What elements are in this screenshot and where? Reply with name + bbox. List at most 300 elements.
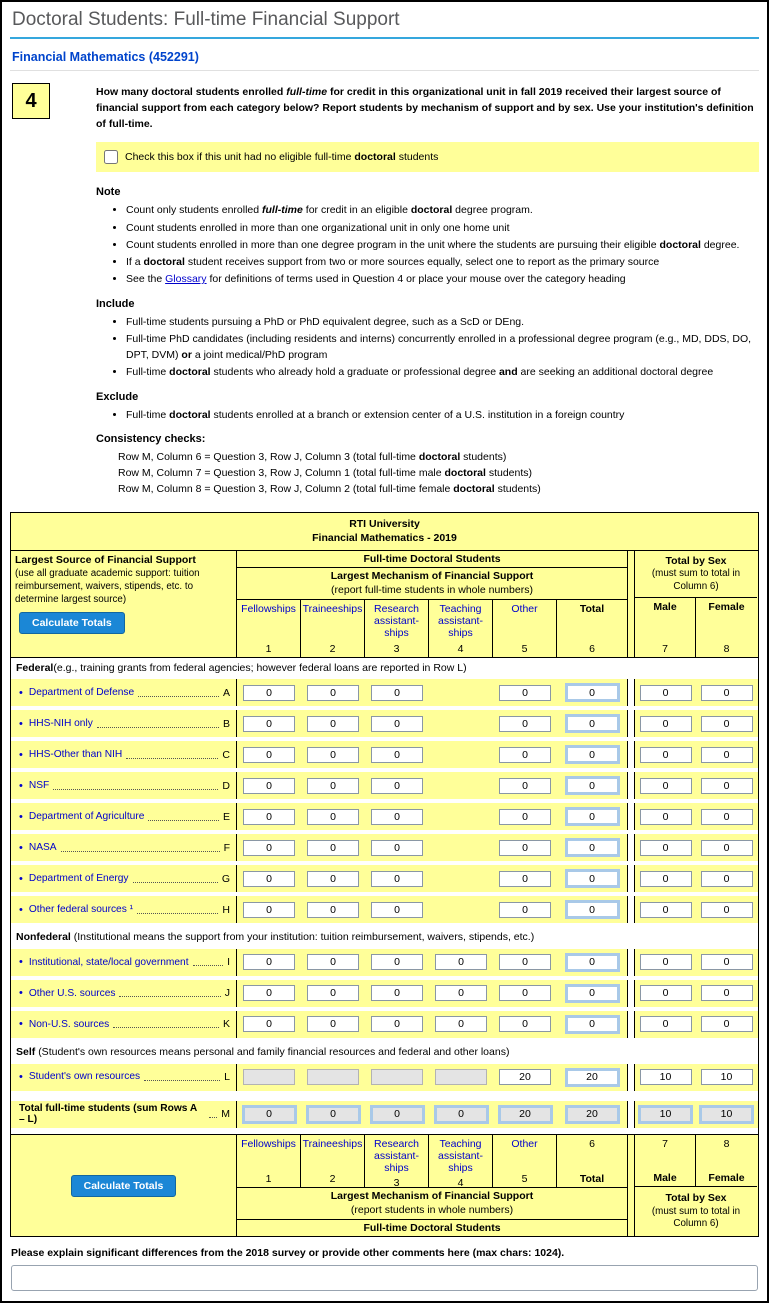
cell-B8 bbox=[696, 710, 757, 737]
cell-C2 bbox=[301, 741, 365, 768]
cell-F8 bbox=[696, 834, 757, 861]
input-E8[interactable] bbox=[701, 809, 753, 825]
input-H7[interactable] bbox=[640, 902, 692, 918]
source-header-subtitle: (use all graduate academic support: tuition reimbursement, waivers, stipends, etc. to determine largest source) bbox=[15, 568, 200, 605]
input-G8[interactable] bbox=[701, 871, 753, 887]
input-F6 bbox=[565, 838, 620, 857]
section-heading: Self (Student's own resources means personal and family financial resources and federal and other loans) bbox=[11, 1042, 758, 1064]
cell-F4 bbox=[429, 834, 493, 861]
col-header-male: Male 7 bbox=[635, 598, 696, 657]
input-I7[interactable] bbox=[640, 954, 692, 970]
cell-B5 bbox=[493, 710, 557, 737]
bottom-mechanism-title: Largest Mechanism of Financial Support bbox=[330, 1189, 534, 1202]
input-L8[interactable] bbox=[701, 1069, 753, 1085]
table-row-H bbox=[11, 896, 758, 923]
cell-G6 bbox=[557, 865, 627, 892]
dotted-leader bbox=[126, 751, 218, 759]
mechanism-title-cell bbox=[237, 568, 627, 600]
input-K5[interactable] bbox=[499, 1016, 551, 1032]
section-heading: Federal(e.g., training grants from federal agencies; however federal loans are reported in Row L) bbox=[11, 658, 758, 680]
input-H5[interactable] bbox=[499, 902, 551, 918]
bullet-icon: • bbox=[19, 810, 23, 823]
row-label-H bbox=[11, 896, 237, 923]
cell-D5 bbox=[493, 772, 557, 799]
row-category-label: Department of Energy bbox=[28, 872, 129, 884]
row-label-D bbox=[11, 772, 237, 799]
bottom-col-female: 8 Female bbox=[708, 1137, 745, 1184]
dotted-leader bbox=[113, 1020, 219, 1028]
note-item: • Count students enrolled in more than one organizational unit in only one home unit bbox=[126, 220, 759, 236]
exclude-heading: Exclude bbox=[96, 390, 139, 403]
input-J7[interactable] bbox=[640, 985, 692, 1001]
row-label-M bbox=[11, 1101, 237, 1128]
cell-H8 bbox=[696, 896, 757, 923]
table-row-D bbox=[11, 772, 758, 799]
row-letter: H bbox=[222, 903, 230, 916]
cell-C3 bbox=[365, 741, 429, 768]
input-K2[interactable] bbox=[307, 1016, 359, 1032]
row-label-L bbox=[11, 1064, 237, 1091]
bullet-icon: • bbox=[19, 717, 23, 730]
input-I1[interactable] bbox=[243, 954, 295, 970]
input-B2[interactable] bbox=[307, 716, 359, 732]
row-category-label: NASA bbox=[28, 841, 57, 853]
note-item: • See the Glossary for definitions of terms used in Question 4 or place your mouse over the category heading bbox=[126, 271, 759, 287]
column-divider bbox=[627, 865, 635, 892]
input-M3 bbox=[370, 1105, 425, 1124]
input-I2[interactable] bbox=[307, 954, 359, 970]
input-L2 bbox=[307, 1069, 359, 1085]
input-A8[interactable] bbox=[701, 685, 753, 701]
bullet-icon: • bbox=[19, 841, 23, 854]
input-B5[interactable] bbox=[499, 716, 551, 732]
input-J2[interactable] bbox=[307, 985, 359, 1001]
cell-G4 bbox=[429, 865, 493, 892]
input-F7[interactable] bbox=[640, 840, 692, 856]
bullet-icon: • bbox=[19, 1071, 23, 1084]
input-D7[interactable] bbox=[640, 778, 692, 794]
cell-F5 bbox=[493, 834, 557, 861]
cell-C1 bbox=[237, 741, 301, 768]
cell-A7 bbox=[635, 679, 696, 706]
cell-H5 bbox=[493, 896, 557, 923]
row-category-label: Other federal sources ¹ bbox=[28, 903, 134, 915]
instructions bbox=[96, 186, 759, 497]
input-F8[interactable] bbox=[701, 840, 753, 856]
consistency-check: Row M, Column 6 = Question 3, Row J, Column 3 (total full-time doctoral students) bbox=[118, 450, 507, 463]
input-C2[interactable] bbox=[307, 747, 359, 763]
input-A2[interactable] bbox=[307, 685, 359, 701]
input-M6 bbox=[565, 1105, 620, 1124]
cell-J2 bbox=[301, 980, 365, 1007]
cell-F1 bbox=[237, 834, 301, 861]
bullet-icon: • bbox=[19, 956, 23, 969]
cell-I8 bbox=[696, 949, 757, 976]
col-header-total: Total 6 bbox=[579, 603, 605, 655]
input-I3[interactable] bbox=[371, 954, 423, 970]
bottom-col-fellowships: Fellowships 1 bbox=[237, 1135, 301, 1187]
dotted-leader bbox=[53, 782, 218, 790]
input-L3 bbox=[371, 1069, 423, 1085]
input-C5[interactable] bbox=[499, 747, 551, 763]
input-F1[interactable] bbox=[243, 840, 295, 856]
include-item: • Full-time students pursuing a PhD or PhD equivalent degree, such as a ScD or DEng. bbox=[126, 314, 759, 330]
input-L1 bbox=[243, 1069, 295, 1085]
question-text: How many doctoral students enrolled full-time for credit in this organizational unit in fall 2019 received their largest source of financial support from each category below? Report students by mechanism of support and by sex. Use your institution's definition of full-time. bbox=[96, 86, 754, 130]
table-row-J bbox=[11, 980, 758, 1007]
input-E1[interactable] bbox=[243, 809, 295, 825]
input-K8[interactable] bbox=[701, 1016, 753, 1032]
input-A6 bbox=[565, 683, 620, 702]
cell-A3 bbox=[365, 679, 429, 706]
input-A7[interactable] bbox=[640, 685, 692, 701]
input-J6 bbox=[565, 984, 620, 1003]
cell-A1 bbox=[237, 679, 301, 706]
input-J3[interactable] bbox=[371, 985, 423, 1001]
row-label-K bbox=[11, 1011, 237, 1038]
input-C1[interactable] bbox=[243, 747, 295, 763]
cell-H2 bbox=[301, 896, 365, 923]
input-H2[interactable] bbox=[307, 902, 359, 918]
cell-E4 bbox=[429, 803, 493, 830]
input-B7[interactable] bbox=[640, 716, 692, 732]
note-heading: Note bbox=[96, 186, 121, 199]
table-row-A bbox=[11, 679, 758, 706]
bottom-total-by-sex-title-cell: Total by Sex (must sum to total in Column 6) bbox=[651, 1192, 741, 1230]
question-block bbox=[12, 83, 759, 132]
input-D1[interactable] bbox=[243, 778, 295, 794]
input-C8[interactable] bbox=[701, 747, 753, 763]
dotted-leader bbox=[138, 689, 219, 697]
cell-G2 bbox=[301, 865, 365, 892]
bullet-icon: • bbox=[19, 748, 23, 761]
cell-F3 bbox=[365, 834, 429, 861]
input-H8[interactable] bbox=[701, 902, 753, 918]
total-by-sex-title-cell bbox=[635, 551, 757, 598]
bottom-column-headers bbox=[237, 1135, 627, 1190]
input-E7[interactable] bbox=[640, 809, 692, 825]
cell-E7 bbox=[635, 803, 696, 830]
input-E3[interactable] bbox=[371, 809, 423, 825]
row-category-label: Student's own resources bbox=[28, 1071, 141, 1083]
input-L6 bbox=[565, 1068, 620, 1087]
bottom-sex-column-headers bbox=[635, 1135, 757, 1187]
source-header-cell bbox=[11, 551, 237, 657]
cell-H3 bbox=[365, 896, 429, 923]
input-D8[interactable] bbox=[701, 778, 753, 794]
input-G1[interactable] bbox=[243, 871, 295, 887]
col-header-fellowships[interactable]: Fellowships 1 bbox=[237, 600, 301, 656]
row-letter: A bbox=[222, 686, 230, 699]
input-K4[interactable] bbox=[435, 1016, 487, 1032]
cell-I6 bbox=[557, 949, 627, 976]
cell-I2 bbox=[301, 949, 365, 976]
note-item: • Count only students enrolled full-time for credit in an eligible doctoral degree program. bbox=[126, 202, 759, 218]
input-F2[interactable] bbox=[307, 840, 359, 856]
input-C3[interactable] bbox=[371, 747, 423, 763]
input-E2[interactable] bbox=[307, 809, 359, 825]
column-divider bbox=[627, 710, 635, 737]
input-B8[interactable] bbox=[701, 716, 753, 732]
input-M8 bbox=[699, 1105, 754, 1124]
no-students-checkbox[interactable] bbox=[104, 150, 118, 164]
mechanism-header bbox=[237, 551, 627, 657]
cell-J4 bbox=[429, 980, 493, 1007]
cell-E6 bbox=[557, 803, 627, 830]
bottom-col-other: Other 5 bbox=[493, 1135, 557, 1187]
table-row-K bbox=[11, 1011, 758, 1038]
cell-H6 bbox=[557, 896, 627, 923]
total-by-sex-subtitle: (must sum to total in Column 6) bbox=[651, 568, 741, 592]
calculate-totals-button-top[interactable]: Calculate Totals bbox=[19, 612, 125, 634]
column-headers bbox=[237, 600, 627, 656]
input-D3[interactable] bbox=[371, 778, 423, 794]
row-category-label: NSF bbox=[28, 779, 50, 791]
cell-J3 bbox=[365, 980, 429, 1007]
cell-G5 bbox=[493, 865, 557, 892]
cell-A6 bbox=[557, 679, 627, 706]
comments-input[interactable] bbox=[11, 1265, 758, 1291]
cell-K3 bbox=[365, 1011, 429, 1038]
cell-C6 bbox=[557, 741, 627, 768]
col-header-research-assistantships[interactable]: Research assistant-ships 3 bbox=[365, 600, 429, 656]
cell-J7 bbox=[635, 980, 696, 1007]
table-title bbox=[11, 513, 758, 551]
input-A1[interactable] bbox=[243, 685, 295, 701]
column-divider bbox=[627, 949, 635, 976]
total-by-sex-header bbox=[635, 551, 757, 657]
input-G3[interactable] bbox=[371, 871, 423, 887]
calculate-totals-button-bottom[interactable]: Calculate Totals bbox=[71, 1175, 177, 1197]
row-label-A bbox=[11, 679, 237, 706]
cell-M2 bbox=[301, 1101, 365, 1128]
bottom-col-research-assistantships: Research assistant-ships 3 bbox=[365, 1135, 429, 1187]
bullet-icon: • bbox=[19, 903, 23, 916]
dotted-leader bbox=[137, 906, 218, 914]
input-K3[interactable] bbox=[371, 1016, 423, 1032]
input-G7[interactable] bbox=[640, 871, 692, 887]
column-divider bbox=[627, 741, 635, 768]
cell-E2 bbox=[301, 803, 365, 830]
cell-B1 bbox=[237, 710, 301, 737]
input-H3[interactable] bbox=[371, 902, 423, 918]
bottom-mechanism-header bbox=[237, 1135, 627, 1236]
exclude-item: • Full-time doctoral students enrolled at a branch or extension center of a U.S. institution in a foreign country bbox=[126, 407, 759, 423]
mechanism-subtitle: (report full-time students in whole numbers) bbox=[331, 583, 533, 596]
table-bottom-header bbox=[11, 1134, 758, 1236]
consistency-check: Row M, Column 7 = Question 3, Row J, Column 1 (total full-time male doctoral students) bbox=[118, 467, 533, 480]
cell-E3 bbox=[365, 803, 429, 830]
cell-I1 bbox=[237, 949, 301, 976]
row-label-G bbox=[11, 865, 237, 892]
note-item: • Count students enrolled in more than one degree program in the unit where the students are pursuing their eligible doctoral degree. bbox=[126, 237, 759, 253]
column-divider bbox=[627, 1064, 635, 1091]
input-D5[interactable] bbox=[499, 778, 551, 794]
comments-prompt: Please explain significant differences from the 2018 survey or provide other comments here (max chars: 1024). bbox=[11, 1247, 565, 1260]
row-category-label: HHS-Other than NIH bbox=[28, 748, 123, 760]
cell-A4 bbox=[429, 679, 493, 706]
cell-C8 bbox=[696, 741, 757, 768]
cell-B2 bbox=[301, 710, 365, 737]
cell-D4 bbox=[429, 772, 493, 799]
row-letter: I bbox=[227, 956, 230, 969]
comments-section bbox=[10, 1247, 759, 1291]
cell-C7 bbox=[635, 741, 696, 768]
col-header-teaching-assistantships[interactable]: Teaching assistant-ships 4 bbox=[429, 600, 493, 656]
cell-J8 bbox=[696, 980, 757, 1007]
include-heading: Include bbox=[96, 297, 135, 310]
bullet-icon: • bbox=[19, 1018, 23, 1031]
row-letter: K bbox=[222, 1018, 230, 1031]
input-K7[interactable] bbox=[640, 1016, 692, 1032]
cell-L4 bbox=[429, 1064, 493, 1091]
glossary-link[interactable]: Glossary bbox=[165, 273, 207, 286]
input-G2[interactable] bbox=[307, 871, 359, 887]
col-header-other[interactable]: Other 5 bbox=[493, 600, 557, 656]
input-J5[interactable] bbox=[499, 985, 551, 1001]
row-category-label: Department of Defense bbox=[28, 686, 135, 698]
cell-M4 bbox=[429, 1101, 493, 1128]
support-table bbox=[10, 512, 759, 1238]
table-row-G bbox=[11, 865, 758, 892]
bottom-mechanism-subtitle: (report students in whole numbers) bbox=[350, 1203, 514, 1216]
input-F3[interactable] bbox=[371, 840, 423, 856]
input-H1[interactable] bbox=[243, 902, 295, 918]
input-L7[interactable] bbox=[640, 1069, 692, 1085]
dotted-leader bbox=[144, 1073, 220, 1081]
cell-D2 bbox=[301, 772, 365, 799]
cell-L3 bbox=[365, 1064, 429, 1091]
bottom-col-total: 6 Total bbox=[579, 1137, 605, 1185]
column-divider bbox=[627, 1135, 635, 1236]
input-F5[interactable] bbox=[499, 840, 551, 856]
input-A3[interactable] bbox=[371, 685, 423, 701]
input-I6 bbox=[565, 953, 620, 972]
input-J4[interactable] bbox=[435, 985, 487, 1001]
cell-L5 bbox=[493, 1064, 557, 1091]
column-divider bbox=[627, 551, 635, 657]
cell-K6 bbox=[557, 1011, 627, 1038]
table-row-B bbox=[11, 710, 758, 737]
input-D2[interactable] bbox=[307, 778, 359, 794]
input-C7[interactable] bbox=[640, 747, 692, 763]
input-I4[interactable] bbox=[435, 954, 487, 970]
cell-M7 bbox=[635, 1101, 696, 1128]
consistency-check: Row M, Column 8 = Question 3, Row J, Column 2 (total full-time female doctoral students) bbox=[118, 483, 541, 496]
cell-G3 bbox=[365, 865, 429, 892]
include-item: • Full-time PhD candidates (including residents and interns) concurrently enrolled in a professional degree program (e.g., MD, DDS, DO, DPT, DVM) or a joint medical/PhD program bbox=[126, 331, 759, 364]
cell-M1 bbox=[237, 1101, 301, 1128]
cell-M8 bbox=[696, 1101, 757, 1128]
cell-J6 bbox=[557, 980, 627, 1007]
bottom-col-traineeships: Traineeships 2 bbox=[301, 1135, 365, 1187]
input-M2 bbox=[306, 1105, 361, 1124]
cell-L1 bbox=[237, 1064, 301, 1091]
cell-I5 bbox=[493, 949, 557, 976]
input-B1[interactable] bbox=[243, 716, 295, 732]
cell-M5 bbox=[493, 1101, 557, 1128]
sex-column-headers bbox=[635, 598, 757, 657]
cell-L7 bbox=[635, 1064, 696, 1091]
mechanism-title: Largest Mechanism of Financial Support bbox=[330, 570, 534, 583]
input-M4 bbox=[434, 1105, 489, 1124]
cell-D1 bbox=[237, 772, 301, 799]
cell-K4 bbox=[429, 1011, 493, 1038]
include-item: • Full-time doctoral students who already hold a graduate or professional degree and are seeking an additional doctoral degree bbox=[126, 364, 759, 380]
cell-K8 bbox=[696, 1011, 757, 1038]
row-label-J bbox=[11, 980, 237, 1007]
input-I8[interactable] bbox=[701, 954, 753, 970]
source-header-title: Largest Source of Financial Support bbox=[15, 554, 196, 567]
question-number: 4 bbox=[12, 83, 50, 119]
consistency-heading: Consistency checks: bbox=[96, 432, 206, 445]
input-G5[interactable] bbox=[499, 871, 551, 887]
cell-B6 bbox=[557, 710, 627, 737]
col-header-traineeships[interactable]: Traineeships 2 bbox=[301, 600, 365, 656]
table-row-I bbox=[11, 949, 758, 976]
cell-H7 bbox=[635, 896, 696, 923]
input-L4 bbox=[435, 1069, 487, 1085]
input-J8[interactable] bbox=[701, 985, 753, 1001]
cell-A5 bbox=[493, 679, 557, 706]
cell-F7 bbox=[635, 834, 696, 861]
cell-C5 bbox=[493, 741, 557, 768]
cell-B3 bbox=[365, 710, 429, 737]
column-divider bbox=[627, 980, 635, 1007]
input-A5[interactable] bbox=[499, 685, 551, 701]
cell-B4 bbox=[429, 710, 493, 737]
input-J1[interactable] bbox=[243, 985, 295, 1001]
cell-H1 bbox=[237, 896, 301, 923]
unit-heading: Financial Mathematics (452291) bbox=[10, 43, 759, 71]
input-B3[interactable] bbox=[371, 716, 423, 732]
row-letter: B bbox=[222, 717, 230, 730]
input-M1 bbox=[242, 1105, 297, 1124]
cell-E1 bbox=[237, 803, 301, 830]
table-row-L bbox=[11, 1064, 758, 1091]
input-K1[interactable] bbox=[243, 1016, 295, 1032]
input-G6 bbox=[565, 869, 620, 888]
input-L5[interactable] bbox=[499, 1069, 551, 1085]
cell-M3 bbox=[365, 1101, 429, 1128]
cell-A8 bbox=[696, 679, 757, 706]
bullet-icon: • bbox=[19, 872, 23, 885]
row-category-label: Other U.S. sources bbox=[28, 987, 116, 999]
dotted-leader bbox=[97, 720, 219, 728]
dotted-leader bbox=[119, 989, 220, 997]
row-letter: D bbox=[222, 779, 230, 792]
cell-J5 bbox=[493, 980, 557, 1007]
row-category-label: Non-U.S. sources bbox=[28, 1018, 110, 1030]
cell-L8 bbox=[696, 1064, 757, 1091]
table-header bbox=[11, 551, 758, 658]
input-I5[interactable] bbox=[499, 954, 551, 970]
table-row-M bbox=[11, 1101, 758, 1128]
table-row-F bbox=[11, 834, 758, 861]
row-letter: E bbox=[222, 810, 230, 823]
bullet-icon: • bbox=[19, 779, 23, 792]
dotted-leader bbox=[61, 844, 220, 852]
cell-I4 bbox=[429, 949, 493, 976]
institution-name: RTI University bbox=[349, 517, 420, 530]
input-E5[interactable] bbox=[499, 809, 551, 825]
exclude-list bbox=[126, 407, 759, 423]
section-heading: Nonfederal (Institutional means the support from your institution: tuition reimbursement, waivers, stipends, etc.) bbox=[11, 927, 758, 949]
row-label-B bbox=[11, 710, 237, 737]
cell-F2 bbox=[301, 834, 365, 861]
cell-G8 bbox=[696, 865, 757, 892]
title-divider bbox=[10, 37, 759, 39]
